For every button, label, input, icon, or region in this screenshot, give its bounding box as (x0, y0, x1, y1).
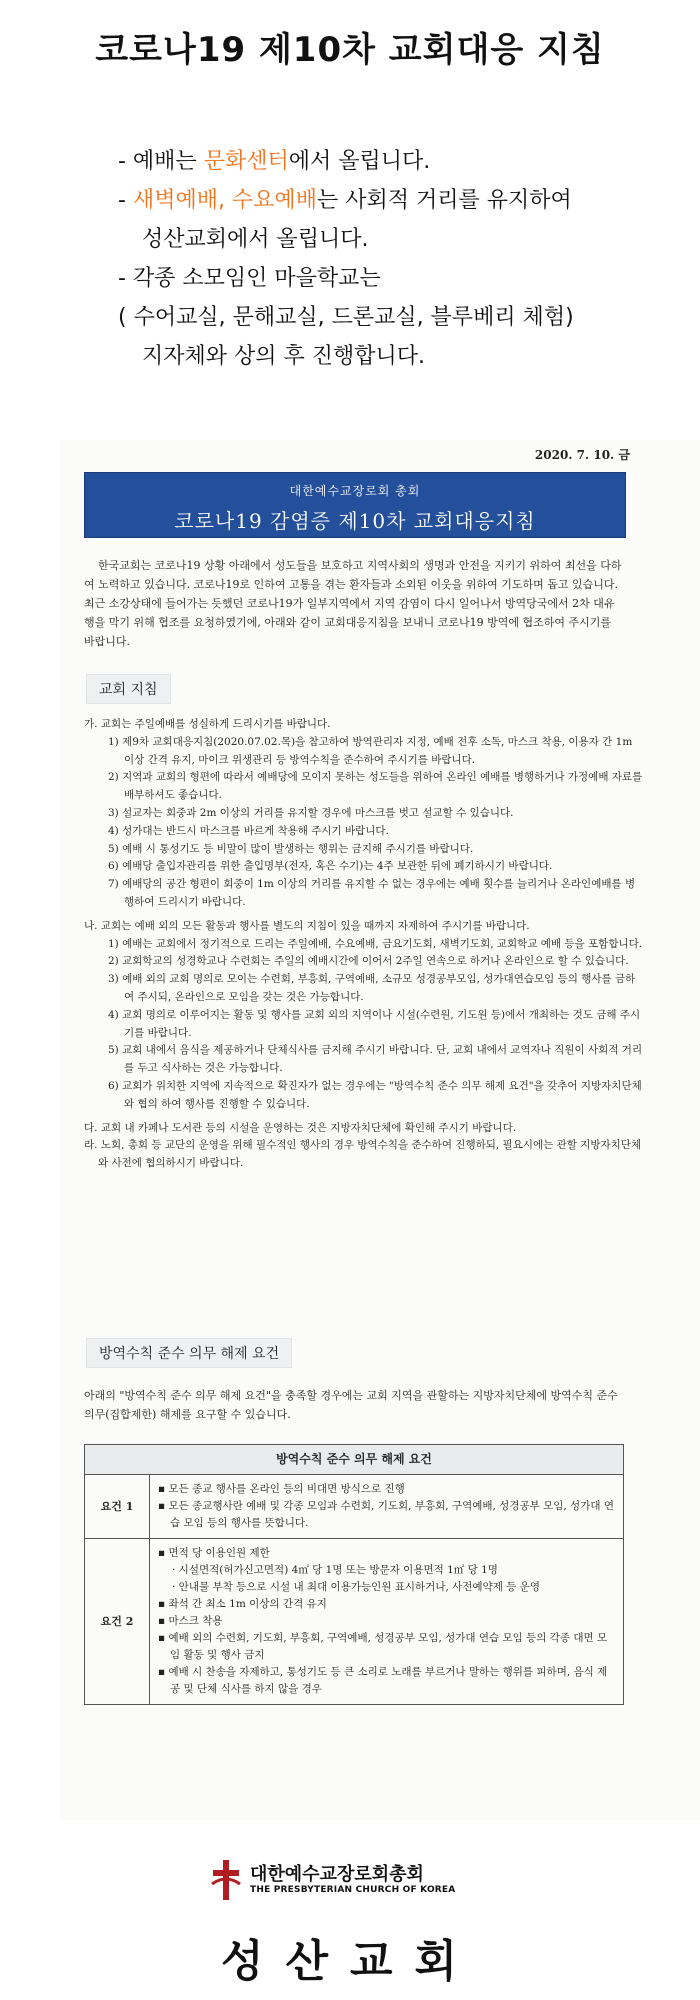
list-item: ▪ 면적 당 이용인원 제한 (158, 1547, 270, 1559)
list-item: 7) 예배당의 공간 형편이 회중이 1m 이상의 거리를 유지할 수 없는 경우에는 예배 횟수를 늘리거나 온라인예배를 병행하여 드리시기 바랍니다. (108, 878, 636, 908)
notice-line-2 (118, 181, 678, 220)
list-item: 5) 교회 내에서 음식을 제공하거나 단체식사를 금지해 주시기 바랍니다. 단, 교회 내에서 교역자나 직원이 사회적 거리를 두고 식사하는 것은 가능합니다. (108, 1044, 643, 1075)
section-title-church-guidelines: 교회 지침 (86, 674, 171, 704)
list-item: ▪ 좌석 간 최소 1m 이상의 간격 유지 (158, 1598, 327, 1610)
list-item: 1) 제9차 교회대응지침(2020.07.02.목)을 참고하여 방역관리자 지정, 예배 전후 소독, 마스크 착용, 이용자 간 1m 이상 간격 유지, 마이크 위생관리 등 방역수칙을 준수하여 주시기를 바랍니다. (108, 735, 633, 766)
document-date: 2020. 7. 10. 금 (534, 448, 630, 462)
list-item: 2) 지역과 교회의 형편에 따라서 예배당에 모이지 못하는 성도들을 위하여 온라인 예배를 병행하거나 가정예배 자료를 배부하셔도 좋습니다. (108, 771, 643, 802)
table-row (85, 1539, 624, 1705)
requirement-detail-1 (150, 1475, 624, 1539)
logo-korean-name: 대한예수교장로회총회 (250, 1864, 424, 1885)
pck-logo (208, 1858, 508, 1902)
requirement-detail-2 (150, 1539, 624, 1705)
notice-line-6: 지자체와 상의 후 진행합니다. (142, 344, 425, 369)
notice-line-3: 성산교회에서 올립니다. (142, 227, 369, 252)
list-item: ▪ 예배 시 찬송을 자제하고, 통성기도 등 큰 소리로 노래를 부르거나 말하는 행위를 피하며, 음식 제공 및 단체 식사를 하지 않을 경우 (158, 1666, 608, 1695)
guideline-na: 나. 교회는 예배 외의 모든 활동과 행사를 별도의 지침이 있을 때까지 자제하여 주시기를 바랍니다. (84, 919, 530, 932)
document-org: 대한예수교장로회 총회 (289, 484, 421, 498)
list-item: ▪ 예배 외의 수련회, 기도회, 부흥회, 구역예배, 성경공부 모임, 성가대 연습 모임 등의 각종 대면 모임 활동 및 행사 금지 (158, 1632, 608, 1661)
notice-block (118, 142, 678, 376)
list-item: 4) 성가대는 반드시 마스크를 바르게 착용해 주시기 바랍니다. (108, 824, 389, 837)
notice-line-1 (118, 142, 678, 181)
notice-line-2-prefix: - (118, 188, 133, 213)
notice-highlight-culture-center: 문화센터 (203, 149, 289, 174)
list-item: 6) 교회가 위치한 지역에 지속적으로 확진자가 없는 경우에는 "방역수칙 준수 의무 해제 요건"을 갖추어 지방자치단체와 협의 하여 행사를 진행할 수 있습니다. (108, 1079, 642, 1110)
notice-line-2-suffix: 는 사회적 거리를 유지하여 (316, 188, 572, 213)
requirement-label-2: 요건 2 (85, 1539, 150, 1705)
document-header (84, 472, 626, 538)
document-title: 코로나19 감염증 제10차 교회대응지침 (174, 509, 536, 533)
scanned-document (60, 440, 700, 1820)
list-item: 2) 교회학교의 성경학교나 수련회는 주일의 예배시간에 이어서 2주일 연속으로 하거나 온라인으로 할 수 있습니다. (108, 955, 629, 968)
list-item: ▪ 모든 종교행사란 예배 및 각종 모임과 수련회, 기도회, 부흥회, 구역예배, 성경공부 모임, 성가대 연습 모임 등의 행사를 뜻합니다. (158, 1500, 614, 1529)
list-item: · 안내물 부착 등으로 시설 내 최대 이용가능인원 표시하거나, 사전예약제 등 운영 (172, 1581, 540, 1593)
notice-line-1-suffix: 에서 올립니다. (288, 149, 431, 174)
list-item: 1) 예배는 교회에서 정기적으로 드리는 주일예배, 수요예배, 금요기도회, 새벽기도회, 교회학교 예배 등을 포함합니다. (108, 937, 643, 950)
notice-line-1-prefix: - 예배는 (118, 149, 204, 174)
section-title-exemption: 방역수칙 준수 의무 해제 요건 (86, 1338, 292, 1368)
guideline-ga: 가. 교회는 주일예배를 성실하게 드리시기를 바랍니다. (84, 718, 331, 730)
church-name: 성산교회 (220, 1936, 479, 1987)
exemption-table-header: 방역수칙 준수 의무 해제 요건 (85, 1445, 624, 1475)
notice-highlight-services: 새벽예배, 수요예배 (132, 188, 317, 213)
list-item: ▪ 모든 종교 행사를 온라인 등의 비대면 방식으로 진행 (158, 1483, 405, 1495)
document-intro: 한국교회는 코로나19 상황 아래에서 성도들을 보호하고 지역사회의 생명과 안전을 지키기 위하여 최선을 다하여 노력하고 있습니다. 코로나19로 인하여 고통을 겪는 환자들과 소외된 이웃을 위하여 기도하며 돕고 있습니다. 최근 소강상태에 들어가는 듯했던 코로나19가 일부지역에서 지역 감염이 다시 일어나서 방역당국에서 2차 대유행을 막기 위해 협조를 요청하였기에, 아래와 같이 교회대응지침을 보내니 코로나19 방역에 협조하여 주시기를 바랍니다. (84, 559, 622, 648)
cross-logo-icon (208, 1858, 244, 1902)
guideline-ra: 라. 노회, 총회 등 교단의 운영을 위해 필수적인 행사의 경우 방역수칙을 준수하여 진행하되, 필요시에는 관할 지방자치단체와 사전에 협의하시기 바랍니다. (84, 1139, 642, 1170)
logo-english-name: THE PRESBYTERIAN CHURCH OF KOREA (250, 1885, 456, 1895)
guideline-da: 다. 교회 내 카페나 도서관 등의 시설을 운영하는 것은 지방자치단체에 확인해 주시기 바랍니다. (84, 1121, 517, 1134)
list-item: 4) 교회 명의로 이루어지는 활동 및 행사를 교회 외의 지역이나 시설(수련원, 기도원 등)에서 개최하는 것도 금해 주시기를 바랍니다. (108, 1008, 641, 1039)
exemption-lead: 아래의 "방역수칙 준수 의무 해제 요건"을 충족할 경우에는 교회 지역을 관할하는 지방자치단체에 방역수칙 준수의무(집합제한) 해제를 요구할 수 있습니다. (84, 1389, 618, 1421)
list-item: 6) 예배당 출입자관리를 위한 출입명부(전자, 혹은 수기)는 4주 보관한 뒤에 폐기하시기 바랍니다. (108, 860, 553, 873)
list-item: 3) 설교자는 회중과 2m 이상의 거리를 유지할 경우에 마스크를 벗고 설교할 수 있습니다. (108, 806, 514, 819)
exemption-table (84, 1444, 624, 1705)
list-item: · 시설면적(허가신고면적) 4㎡ 당 1명 또는 방문자 이용면적 1㎡ 당 1명 (172, 1564, 498, 1576)
list-item: 3) 예배 외의 교회 명의로 모이는 수련회, 부흥회, 구역예배, 소규모 성경공부모임, 성가대연습모임 등의 행사를 금하여 주시되, 온라인으로 모임을 갖는 것은 가능합니다. (108, 973, 636, 1003)
requirement-label-1: 요건 1 (85, 1475, 150, 1539)
banner-title: 코로나19 제10차 교회대응 지침 (95, 30, 605, 70)
notice-line-4: - 각종 소모임인 마을학교는 (118, 266, 381, 291)
list-item: ▪ 마스크 착용 (158, 1615, 223, 1627)
table-row (85, 1475, 624, 1539)
notice-line-5: ( 수어교실, 문해교실, 드론교실, 블루베리 체험) (118, 305, 574, 330)
list-item: 5) 예배 시 통성기도 등 비말이 많이 발생하는 행위는 금지해 주시기를 바랍니다. (108, 842, 474, 855)
guideline-list (84, 716, 644, 1173)
